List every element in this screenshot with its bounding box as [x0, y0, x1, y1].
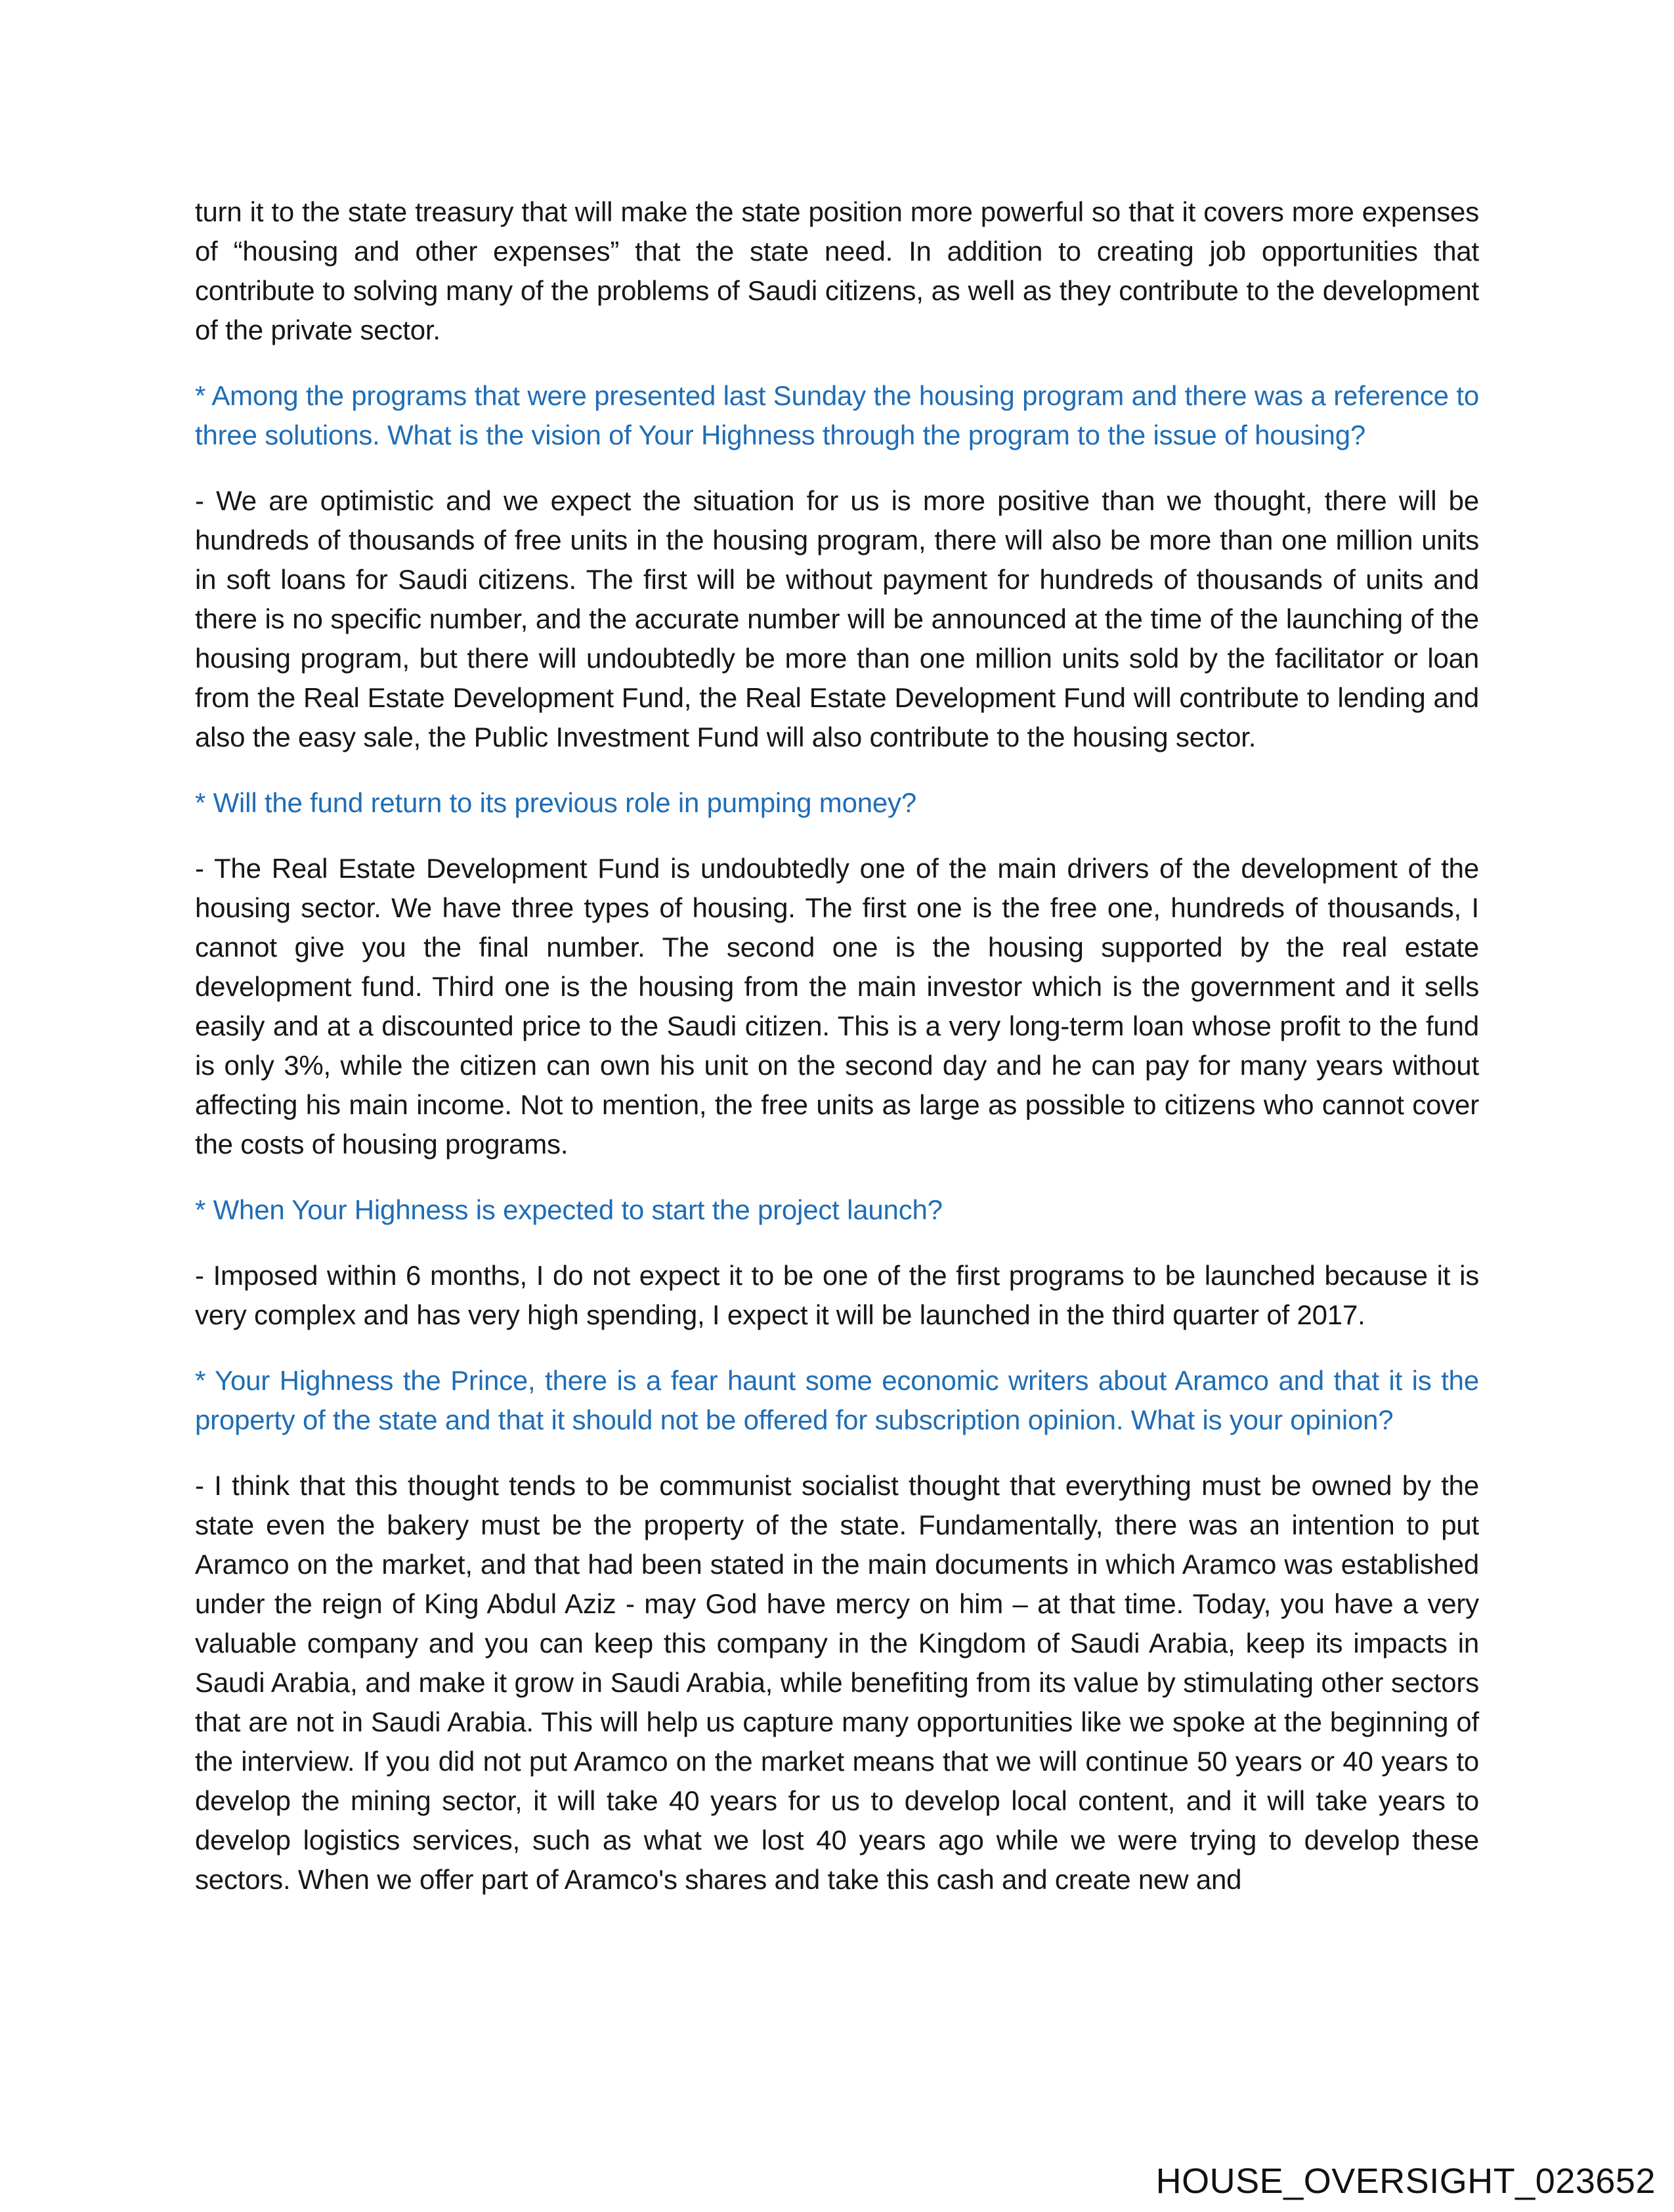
interview-question: * Your Highness the Prince, there is a fear haunt some economic writers about Aramco and that it is the property of the state and that it should not be offered for subscription opinion. What is your opinion? — [195, 1365, 1479, 1435]
interview-answer-paragraph: turn it to the state treasury that will make the state position more powerful so that it covers more expenses of “housing and other expenses” that the state need. In addition to creating job opportunities that contribute to solving many of the problems of Saudi citizens, as well as they contribute to the development of the private sector. — [195, 196, 1479, 345]
document-body — [195, 192, 1479, 1926]
interview-answer-paragraph: - We are optimistic and we expect the situation for us is more positive than we thought, there will be hundreds of thousands of free units in the housing program, there will also be more than one million units in soft loans for Saudi citizens. The first will be without payment for hundreds of thousands of units and there is no specific number, and the accurate number will be announced at the time of the launching of the housing program, but there will undoubtedly be more than one million units sold by the facilitator or loan from the Real Estate Development Fund, the Real Estate Development Fund will contribute to lending and also the easy sale, the Public Investment Fund will also contribute to the housing sector. — [195, 485, 1479, 752]
interview-question: * When Your Highness is expected to start the project launch? — [195, 1194, 943, 1225]
interview-answer-paragraph: - Imposed within 6 months, I do not expect it to be one of the first programs to be launched because it is very complex and has very high spending, I expect it will be launched in the third quarter of 2017. — [195, 1260, 1479, 1330]
interview-answer-paragraph: - I think that this thought tends to be communist socialist thought that everything must be owned by the state even the bakery must be the property of the state. Fundamentally, there was an intention to put Aramco on the market, and that had been stated in the main documents in which Aramco was established under the reign of King Abdul Aziz - may God have mercy on him – at that time. Today, you have a very valuable company and you can keep this company in the Kingdom of Saudi Arabia, keep its impacts in Saudi Arabia, and make it grow in Saudi Arabia, while benefiting from its value by stimulating other sectors that are not in Saudi Arabia. This will help us capture many opportunities like we spoke at the beginning of the interview. If you did not put Aramco on the market means that we will continue 50 years or 40 years to develop the mining sector, it will take 40 years for us to develop local content, and it will take years to develop logistics services, such as what we lost 40 years ago while we were trying to develop these sectors. When we offer part of Aramco's shares and take this cash and create new and — [195, 1470, 1479, 1895]
bates-number: HOUSE_OVERSIGHT_023652 — [1155, 2161, 1656, 2201]
interview-answer-paragraph: - The Real Estate Development Fund is undoubtedly one of the main drivers of the development of the housing sector. We have three types of housing. The first one is the free one, hundreds of thousands, I cannot give you the final number. The second one is the housing supported by the real estate development fund. Third one is the housing from the main investor which is the government and it sells easily and at a discounted price to the Saudi citizen. This is a very long-term loan whose profit to the fund is only 3%, while the citizen can own his unit on the second day and he can pay for many years without affecting his main income. Not to mention, the free units as large as possible to citizens who cannot cover the costs of housing programs. — [195, 853, 1479, 1160]
interview-question: * Will the fund return to its previous role in pumping money? — [195, 787, 917, 818]
interview-question: * Among the programs that were presented last Sunday the housing program and there was a reference to three solutions. What is the vision of Your Highness through the program to the issue of housing? — [195, 380, 1479, 450]
